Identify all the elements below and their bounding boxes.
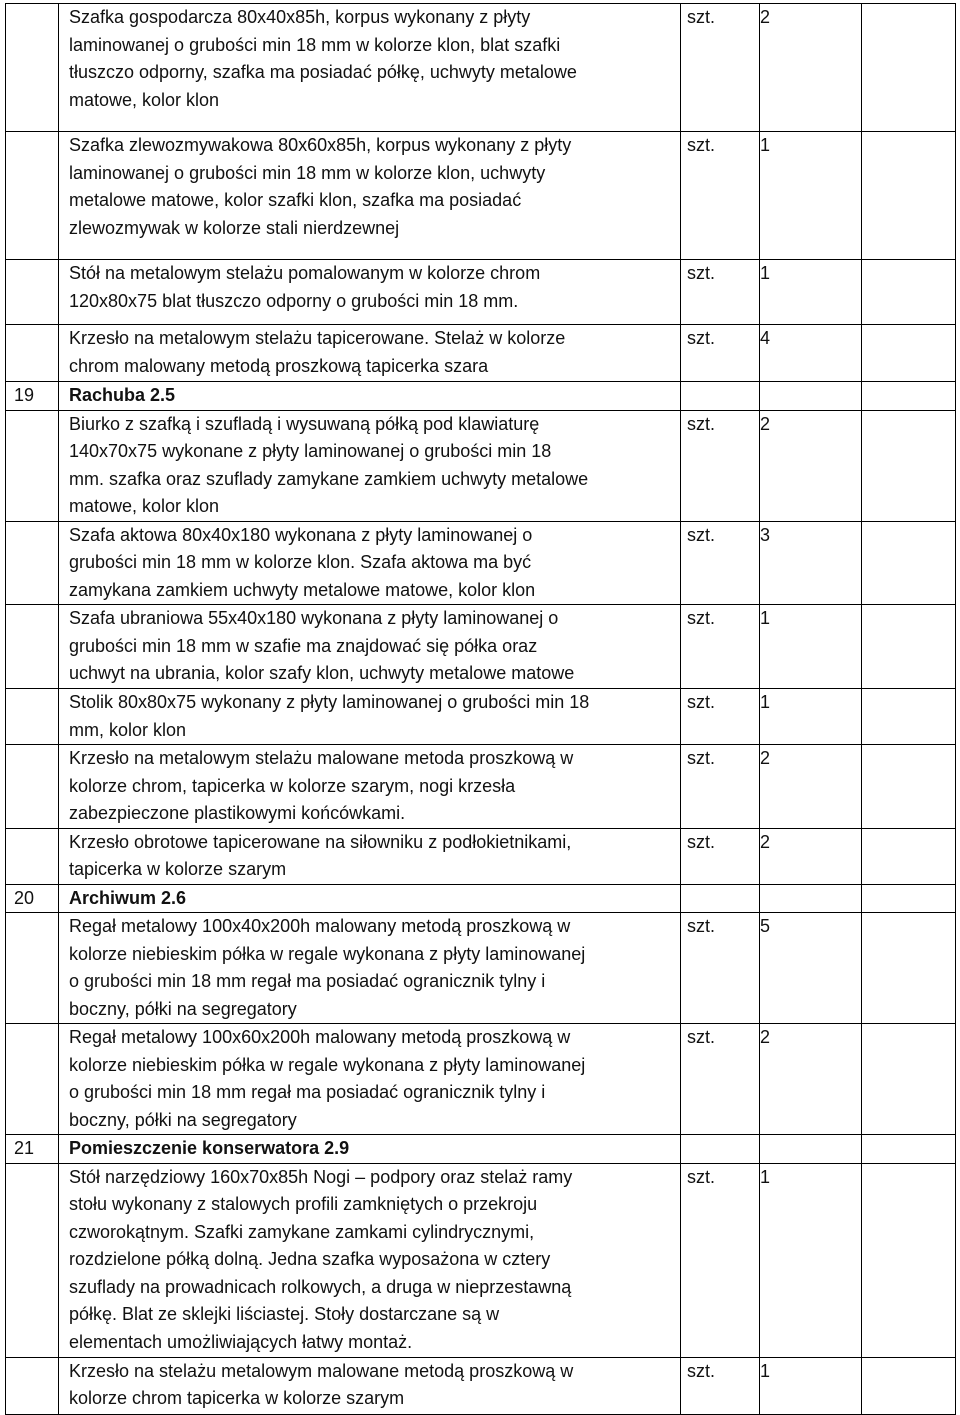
quantity-text: 1 [760, 1360, 771, 1381]
description-line: półkę. Blat ze sklejki liściastej. Stoły dostarczane są w [69, 1304, 500, 1324]
description-line: Krzesło na metalowym stelażu tapicerowane. Stelaż w kolorze [69, 328, 566, 348]
notes-cell [862, 325, 956, 382]
notes-cell [862, 521, 956, 605]
number-cell [6, 745, 59, 829]
description-line: matowe, kolor klon [69, 89, 220, 110]
table-row [6, 325, 956, 382]
unit-text: szt. [687, 831, 716, 852]
description-cell [59, 1357, 681, 1414]
notes-cell [862, 1024, 956, 1135]
table-row [6, 4, 956, 132]
description-line: kolorze chrom, tapicerka w kolorze szarym, nogi krzesła [69, 775, 516, 796]
unit-cell [681, 1357, 760, 1414]
description-line: kolorze niebieskim półka w regale wykonana z płyty laminowanej [69, 1054, 586, 1075]
quantity-cell [760, 410, 862, 521]
description-line: boczny, półki na segregatory [69, 1109, 297, 1130]
notes-cell [862, 4, 956, 132]
description-cell [59, 325, 681, 382]
description-line: Szafa ubraniowa 55x40x180 wykonana z płyty laminowanej o [69, 608, 559, 628]
number-cell [6, 1357, 59, 1414]
unit-cell [681, 913, 760, 1024]
quantity-cell [760, 1163, 862, 1357]
quantity-text: 3 [760, 524, 771, 545]
number-cell [6, 689, 59, 745]
table-row [6, 828, 956, 884]
description-line: o grubości min 18 mm regał ma posiadać ogranicznik tylny i [69, 1082, 546, 1102]
table-row [6, 521, 956, 605]
description-line: zamykana zamkiem uchwyty metalowe matowe, kolor klon [69, 579, 536, 600]
description-line: o grubości min 18 mm regał ma posiadać ogranicznik tylny i [69, 971, 546, 991]
quantity-cell [760, 521, 862, 605]
quantity-cell [760, 1024, 862, 1135]
number-cell [6, 132, 59, 260]
description-line: zlewozmywak w kolorze stali nierdzewnej [69, 217, 400, 238]
unit-cell [681, 1135, 760, 1164]
quantity-cell [760, 1135, 862, 1164]
table-row [6, 689, 956, 745]
unit-text: szt. [687, 263, 716, 283]
description-line: Krzesło na stelażu metalowym malowane metodą proszkową w [69, 1360, 574, 1381]
description-cell [59, 132, 681, 260]
section-number-text: 19 [14, 385, 35, 405]
description-line: Biurko z szafką i szufladą i wysuwaną półką pod klawiaturę [69, 413, 540, 434]
quantity-cell [760, 1357, 862, 1414]
quantity-cell [760, 4, 862, 132]
unit-text: szt. [687, 135, 716, 155]
unit-cell [681, 605, 760, 689]
unit-text: szt. [687, 1166, 716, 1187]
unit-cell [681, 521, 760, 605]
description-line: grubości min 18 mm w szafie ma znajdować się półka oraz [69, 635, 538, 656]
description-line: kolorze niebieskim półka w regale wykonana z płyty laminowanej [69, 943, 586, 964]
description-cell [59, 689, 681, 745]
notes-cell [862, 260, 956, 325]
number-cell [6, 325, 59, 382]
description-line: uchwyt na ubrania, kolor szafy klon, uchwyty metalowe matowe [69, 663, 575, 683]
description-line: Szafa aktowa 80x40x180 wykonana z płyty laminowanej o [69, 524, 533, 545]
table-body [6, 4, 956, 1415]
quantity-cell [760, 884, 862, 913]
unit-cell [681, 1024, 760, 1135]
unit-cell [681, 1163, 760, 1357]
section-title [59, 1135, 681, 1164]
quantity-text: 1 [760, 263, 771, 283]
description-line: grubości min 18 mm w kolorze klon. Szafa aktowa ma być [69, 552, 532, 572]
quantity-cell [760, 325, 862, 382]
description-line: rozdzielone półką dolną. Jedna szafka wyposażona w cztery [69, 1249, 551, 1269]
description-line: Stół na metalowym stelażu pomalowanym w kolorze chrom [69, 263, 541, 283]
unit-cell [681, 828, 760, 884]
quantity-text: 2 [760, 831, 771, 852]
number-cell [6, 605, 59, 689]
unit-text: szt. [687, 916, 716, 936]
unit-text: szt. [687, 748, 716, 768]
notes-cell [862, 1163, 956, 1357]
description-cell [59, 1024, 681, 1135]
unit-text: szt. [687, 608, 716, 628]
description-line: Stolik 80x80x75 wykonany z płyty laminowanej o grubości min 18 [69, 692, 590, 712]
quantity-cell [760, 828, 862, 884]
table-row [6, 1024, 956, 1135]
unit-text: szt. [687, 328, 716, 348]
quantity-text: 1 [760, 1166, 771, 1187]
section-number [6, 382, 59, 411]
description-line: zabezpieczone plastikowymi końcówkami. [69, 803, 406, 823]
description-line: boczny, półki na segregatory [69, 998, 297, 1019]
section-title-text: Rachuba 2.5 [69, 385, 176, 405]
section-row [6, 382, 956, 411]
description-line: szuflady na prowadnicach rolkowych, a druga w nieprzestawną [69, 1276, 572, 1297]
number-cell [6, 410, 59, 521]
description-cell [59, 521, 681, 605]
notes-cell [862, 382, 956, 411]
description-cell [59, 605, 681, 689]
unit-text: szt. [687, 413, 716, 434]
notes-cell [862, 1135, 956, 1164]
description-line: Szafka zlewozmywakowa 80x60x85h, korpus wykonany z płyty [69, 135, 572, 155]
quantity-cell [760, 745, 862, 829]
quantity-text: 1 [760, 608, 771, 628]
notes-cell [862, 1357, 956, 1414]
description-cell [59, 4, 681, 132]
unit-text: szt. [687, 524, 716, 545]
notes-cell [862, 828, 956, 884]
section-number [6, 884, 59, 913]
section-title [59, 884, 681, 913]
unit-cell [681, 884, 760, 913]
description-line: 140x70x75 wykonane z płyty laminowanej o grubości min 18 [69, 441, 552, 461]
description-line: tłuszczo odporny, szafka ma posiadać półkę, uchwyty metalowe [69, 62, 577, 82]
description-cell [59, 828, 681, 884]
section-number-text: 21 [14, 1138, 35, 1158]
notes-cell [862, 132, 956, 260]
unit-text: szt. [687, 692, 716, 712]
section-number [6, 1135, 59, 1164]
number-cell [6, 1163, 59, 1357]
table-row [6, 1163, 956, 1357]
section-number-text: 20 [14, 887, 35, 908]
notes-cell [862, 913, 956, 1024]
description-cell [59, 1163, 681, 1357]
description-line: chrom malowany metodą proszkową tapicerka szara [69, 355, 489, 376]
unit-text: szt. [687, 7, 716, 27]
number-cell [6, 1024, 59, 1135]
description-line: kolorze chrom tapicerka w kolorze szarym [69, 1388, 405, 1408]
description-line: Krzesło na metalowym stelażu malowane metoda proszkową w [69, 748, 574, 768]
section-title [59, 382, 681, 411]
description-line: Regał metalowy 100x40x200h malowany metodą proszkową w [69, 916, 571, 936]
quantity-text: 4 [760, 328, 771, 348]
quantity-text: 1 [760, 135, 771, 155]
description-cell [59, 260, 681, 325]
unit-cell [681, 689, 760, 745]
table-row [6, 410, 956, 521]
description-cell [59, 745, 681, 829]
section-row [6, 884, 956, 913]
section-title-text: Archiwum 2.6 [69, 887, 187, 908]
unit-cell [681, 132, 760, 260]
description-line: 120x80x75 blat tłuszczo odporny o grubości min 18 mm. [69, 290, 519, 311]
quantity-text: 5 [760, 916, 771, 936]
description-line: matowe, kolor klon [69, 496, 220, 516]
quantity-text: 2 [760, 7, 771, 27]
quantity-text: 1 [760, 692, 771, 712]
table-row [6, 745, 956, 829]
number-cell [6, 4, 59, 132]
description-line: mm, kolor klon [69, 719, 187, 740]
description-cell [59, 410, 681, 521]
table-row [6, 132, 956, 260]
number-cell [6, 521, 59, 605]
quantity-cell [760, 382, 862, 411]
description-line: elementach umożliwiających łatwy montaż. [69, 1331, 413, 1352]
quantity-text: 2 [760, 413, 771, 434]
description-line: metalowe matowe, kolor szafki klon, szafka ma posiadać [69, 190, 522, 210]
section-title-text: Pomieszczenie konserwatora 2.9 [69, 1138, 350, 1158]
description-line: tapicerka w kolorze szarym [69, 859, 287, 879]
description-line: stołu wykonany z stalowych profili zamkniętych o przekroju [69, 1194, 538, 1214]
unit-text: szt. [687, 1027, 716, 1047]
notes-cell [862, 745, 956, 829]
unit-text: szt. [687, 1360, 716, 1381]
number-cell [6, 260, 59, 325]
notes-cell [862, 884, 956, 913]
table-row [6, 605, 956, 689]
notes-cell [862, 689, 956, 745]
unit-cell [681, 4, 760, 132]
description-line: Stół narzędziowy 160x70x85h Nogi – podpory oraz stelaż ramy [69, 1166, 573, 1187]
unit-cell [681, 745, 760, 829]
description-line: Krzesło obrotowe tapicerowane na siłowniku z podłokietnikami, [69, 831, 572, 852]
notes-cell [862, 410, 956, 521]
unit-cell [681, 325, 760, 382]
quantity-cell [760, 605, 862, 689]
quantity-text: 2 [760, 748, 771, 768]
unit-cell [681, 382, 760, 411]
quantity-cell [760, 132, 862, 260]
quantity-cell [760, 689, 862, 745]
notes-cell [862, 605, 956, 689]
number-cell [6, 913, 59, 1024]
table-row [6, 1357, 956, 1414]
description-line: laminowanej o grubości min 18 mm w kolorze klon, blat szafki [69, 34, 561, 55]
description-line: Szafka gospodarcza 80x40x85h, korpus wykonany z płyty [69, 7, 531, 27]
quantity-cell [760, 260, 862, 325]
unit-cell [681, 260, 760, 325]
table-row [6, 913, 956, 1024]
quantity-text: 2 [760, 1027, 771, 1047]
furniture-specification-table [5, 3, 956, 1415]
description-cell [59, 913, 681, 1024]
number-cell [6, 828, 59, 884]
description-line: czworokątnym. Szafki zamykane zamkami cylindrycznymi, [69, 1221, 535, 1242]
quantity-cell [760, 913, 862, 1024]
section-row [6, 1135, 956, 1164]
unit-cell [681, 410, 760, 521]
description-line: mm. szafka oraz szuflady zamykane zamkiem uchwyty metalowe [69, 468, 589, 489]
description-line: Regał metalowy 100x60x200h malowany metodą proszkową w [69, 1027, 571, 1047]
table-row [6, 260, 956, 325]
description-line: laminowanej o grubości min 18 mm w kolorze klon, uchwyty [69, 162, 546, 183]
